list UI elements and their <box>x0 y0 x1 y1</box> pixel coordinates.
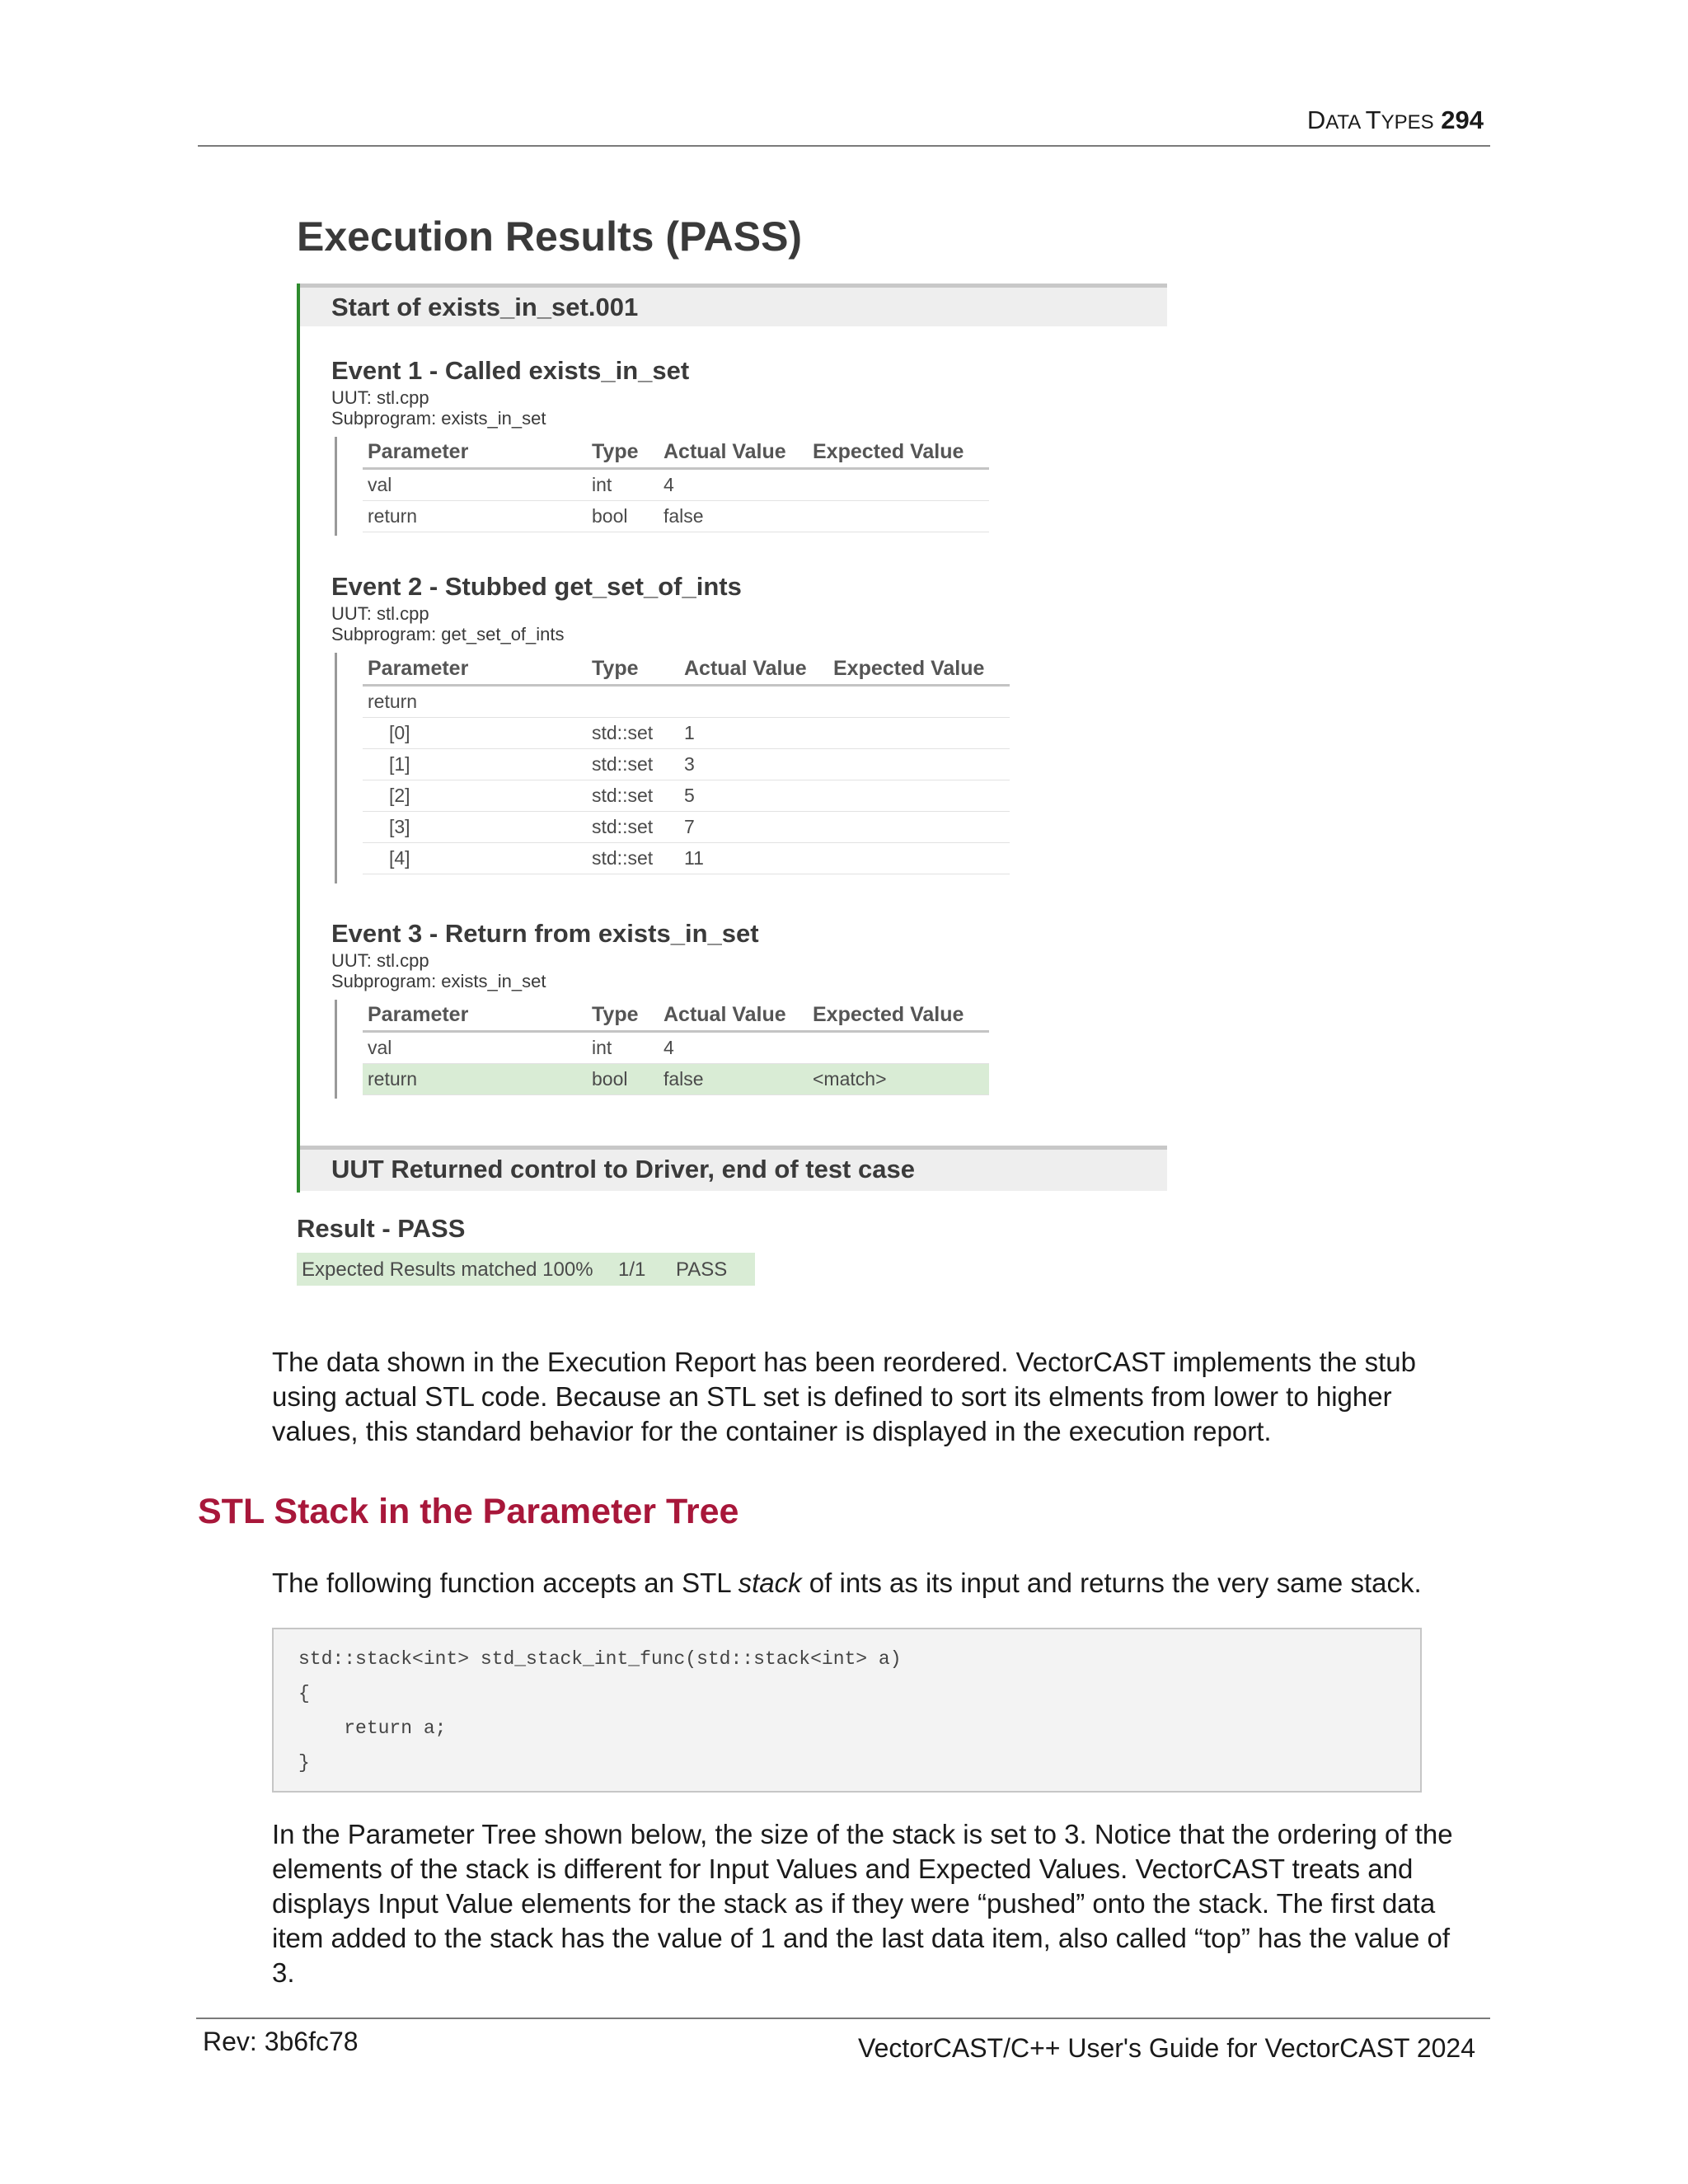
cell-expected: <match> <box>808 1064 989 1095</box>
table-row <box>363 686 1010 718</box>
col-type: Type <box>587 653 679 686</box>
cell-parameter: val <box>363 469 587 501</box>
cell-actual: 5 <box>679 780 828 812</box>
table-row <box>363 780 1010 812</box>
cell-parameter: [3] <box>363 812 587 843</box>
cell-actual: 7 <box>679 812 828 843</box>
cell-actual <box>679 686 828 718</box>
cell-type: int <box>587 469 659 501</box>
cell-type: std::set <box>587 843 679 874</box>
col-expected: Expected Value <box>828 653 1010 686</box>
table-row <box>363 749 1010 780</box>
col-parameter: Parameter <box>363 653 587 686</box>
event-1-title: Event 1 - Called exists_in_set <box>331 356 690 385</box>
event-1-indent-line <box>335 437 337 536</box>
code-line: } <box>298 1752 310 1774</box>
cell-type: int <box>587 1032 659 1064</box>
col-expected: Expected Value <box>808 999 989 1032</box>
col-actual: Actual Value <box>659 999 808 1032</box>
code-line: return a; <box>298 1718 447 1739</box>
col-parameter: Parameter <box>363 436 587 469</box>
cell-expected <box>828 686 1010 718</box>
result-summary-row <box>297 1253 755 1286</box>
end-band-label: UUT Returned control to Driver, end of test case <box>331 1155 915 1183</box>
table-row <box>363 843 1010 874</box>
report-status-bar <box>297 284 300 1193</box>
cell-actual: 4 <box>659 469 808 501</box>
cell-type: bool <box>587 1064 659 1095</box>
event-1-uut: UUT: stl.cpp <box>331 387 429 408</box>
result-status: PASS <box>676 1258 728 1281</box>
cell-expected <box>828 780 1010 812</box>
cell-type <box>587 686 679 718</box>
table-row <box>363 718 1010 749</box>
table-header-row <box>363 999 989 1032</box>
cell-expected <box>828 843 1010 874</box>
col-expected: Expected Value <box>808 436 989 469</box>
event-2-subprogram: Subprogram: get_set_of_ints <box>331 624 565 644</box>
event-3-indent-line <box>335 1000 337 1099</box>
table-row <box>363 812 1010 843</box>
footer-guide-title: VectorCAST/C++ User's Guide for VectorCAST 2024 <box>858 2033 1475 2063</box>
paragraph-parameter-tree: In the Parameter Tree shown below, the size of the stack is set to 3. Notice that the ordering of the elements of the stack is different for Input Values and Expected Values. VectorCAST treats and displays Input Value elements for the stack as if they were “pushed” onto the stack. The first data item added to the stack has the value of 1 and the last data item, also called “top” has the value of 3. <box>272 1819 1453 1988</box>
code-line: { <box>298 1683 310 1704</box>
cell-parameter: [0] <box>363 718 587 749</box>
start-band <box>300 284 1167 326</box>
col-type: Type <box>587 999 659 1032</box>
page-header <box>1307 105 1484 135</box>
cell-expected <box>808 469 989 501</box>
event-3-table <box>363 999 989 1095</box>
header-rule <box>198 145 1490 147</box>
cell-expected <box>808 501 989 532</box>
cell-type: std::set <box>587 749 679 780</box>
event-3-subprogram: Subprogram: exists_in_set <box>331 971 546 991</box>
event-1-table <box>363 436 989 532</box>
event-2-indent-line <box>335 653 337 883</box>
cell-parameter: return <box>363 1064 587 1095</box>
event-2-uut: UUT: stl.cpp <box>331 603 429 624</box>
section-heading: STL Stack in the Parameter Tree <box>198 1492 739 1531</box>
event-2-title: Event 2 - Stubbed get_set_of_ints <box>331 572 742 601</box>
cell-type: std::set <box>587 718 679 749</box>
footer-rule <box>196 2018 1490 2019</box>
table-header-row <box>363 653 1010 686</box>
cell-expected <box>808 1032 989 1064</box>
cell-expected <box>828 812 1010 843</box>
cell-actual: false <box>659 1064 808 1095</box>
text-run: of ints as its input and returns the very same stack. <box>801 1568 1422 1598</box>
table-row <box>363 469 989 501</box>
result-ratio: 1/1 <box>618 1258 646 1281</box>
cell-type: std::set <box>587 812 679 843</box>
col-actual: Actual Value <box>659 436 808 469</box>
cell-type: std::set <box>587 780 679 812</box>
result-label: Expected Results matched 100% <box>302 1258 593 1281</box>
result-title: Result - PASS <box>297 1214 466 1243</box>
footer-revision: Rev: 3b6fc78 <box>203 2027 359 2056</box>
cell-expected <box>828 749 1010 780</box>
end-band <box>300 1146 1167 1191</box>
text-run: The following function accepts an STL <box>272 1568 738 1598</box>
event-1-subprogram: Subprogram: exists_in_set <box>331 408 546 429</box>
code-block <box>272 1628 1422 1793</box>
cell-parameter: [4] <box>363 843 587 874</box>
emphasis-stack: stack <box>738 1568 802 1598</box>
cell-type: bool <box>587 501 659 532</box>
table-row-match <box>363 1064 989 1095</box>
paragraph-reordered: The data shown in the Execution Report has been reordered. VectorCAST implements the stub using actual STL code. Because an STL set is defined to sort its elments from lower to higher values, this standard behavior for the container is displayed in the execution report. <box>272 1347 1417 1446</box>
cell-parameter: [1] <box>363 749 587 780</box>
cell-actual: 4 <box>659 1032 808 1064</box>
cell-actual: 1 <box>679 718 828 749</box>
page-number: 294 <box>1441 105 1484 134</box>
header-section-title: DATA TYPES <box>1306 105 1434 134</box>
event-3-title: Event 3 - Return from exists_in_set <box>331 919 759 948</box>
paragraph-function-intro <box>272 1566 1475 1601</box>
cell-actual: 11 <box>679 843 828 874</box>
cell-actual: false <box>659 501 808 532</box>
cell-parameter: return <box>363 686 587 718</box>
cell-actual: 3 <box>679 749 828 780</box>
cell-parameter: val <box>363 1032 587 1064</box>
table-row <box>363 1032 989 1064</box>
start-band-label: Start of exists_in_set.001 <box>331 293 639 321</box>
report-title: Execution Results (PASS) <box>297 213 803 260</box>
table-header-row <box>363 436 989 469</box>
table-row <box>363 501 989 532</box>
col-type: Type <box>587 436 659 469</box>
col-parameter: Parameter <box>363 999 587 1032</box>
cell-parameter: [2] <box>363 780 587 812</box>
code-line: std::stack<int> std_stack_int_func(std::stack<int> a) <box>298 1648 902 1670</box>
event-2-table <box>363 653 1010 874</box>
event-3-uut: UUT: stl.cpp <box>331 950 429 971</box>
cell-expected <box>828 718 1010 749</box>
cell-parameter: return <box>363 501 587 532</box>
col-actual: Actual Value <box>679 653 828 686</box>
